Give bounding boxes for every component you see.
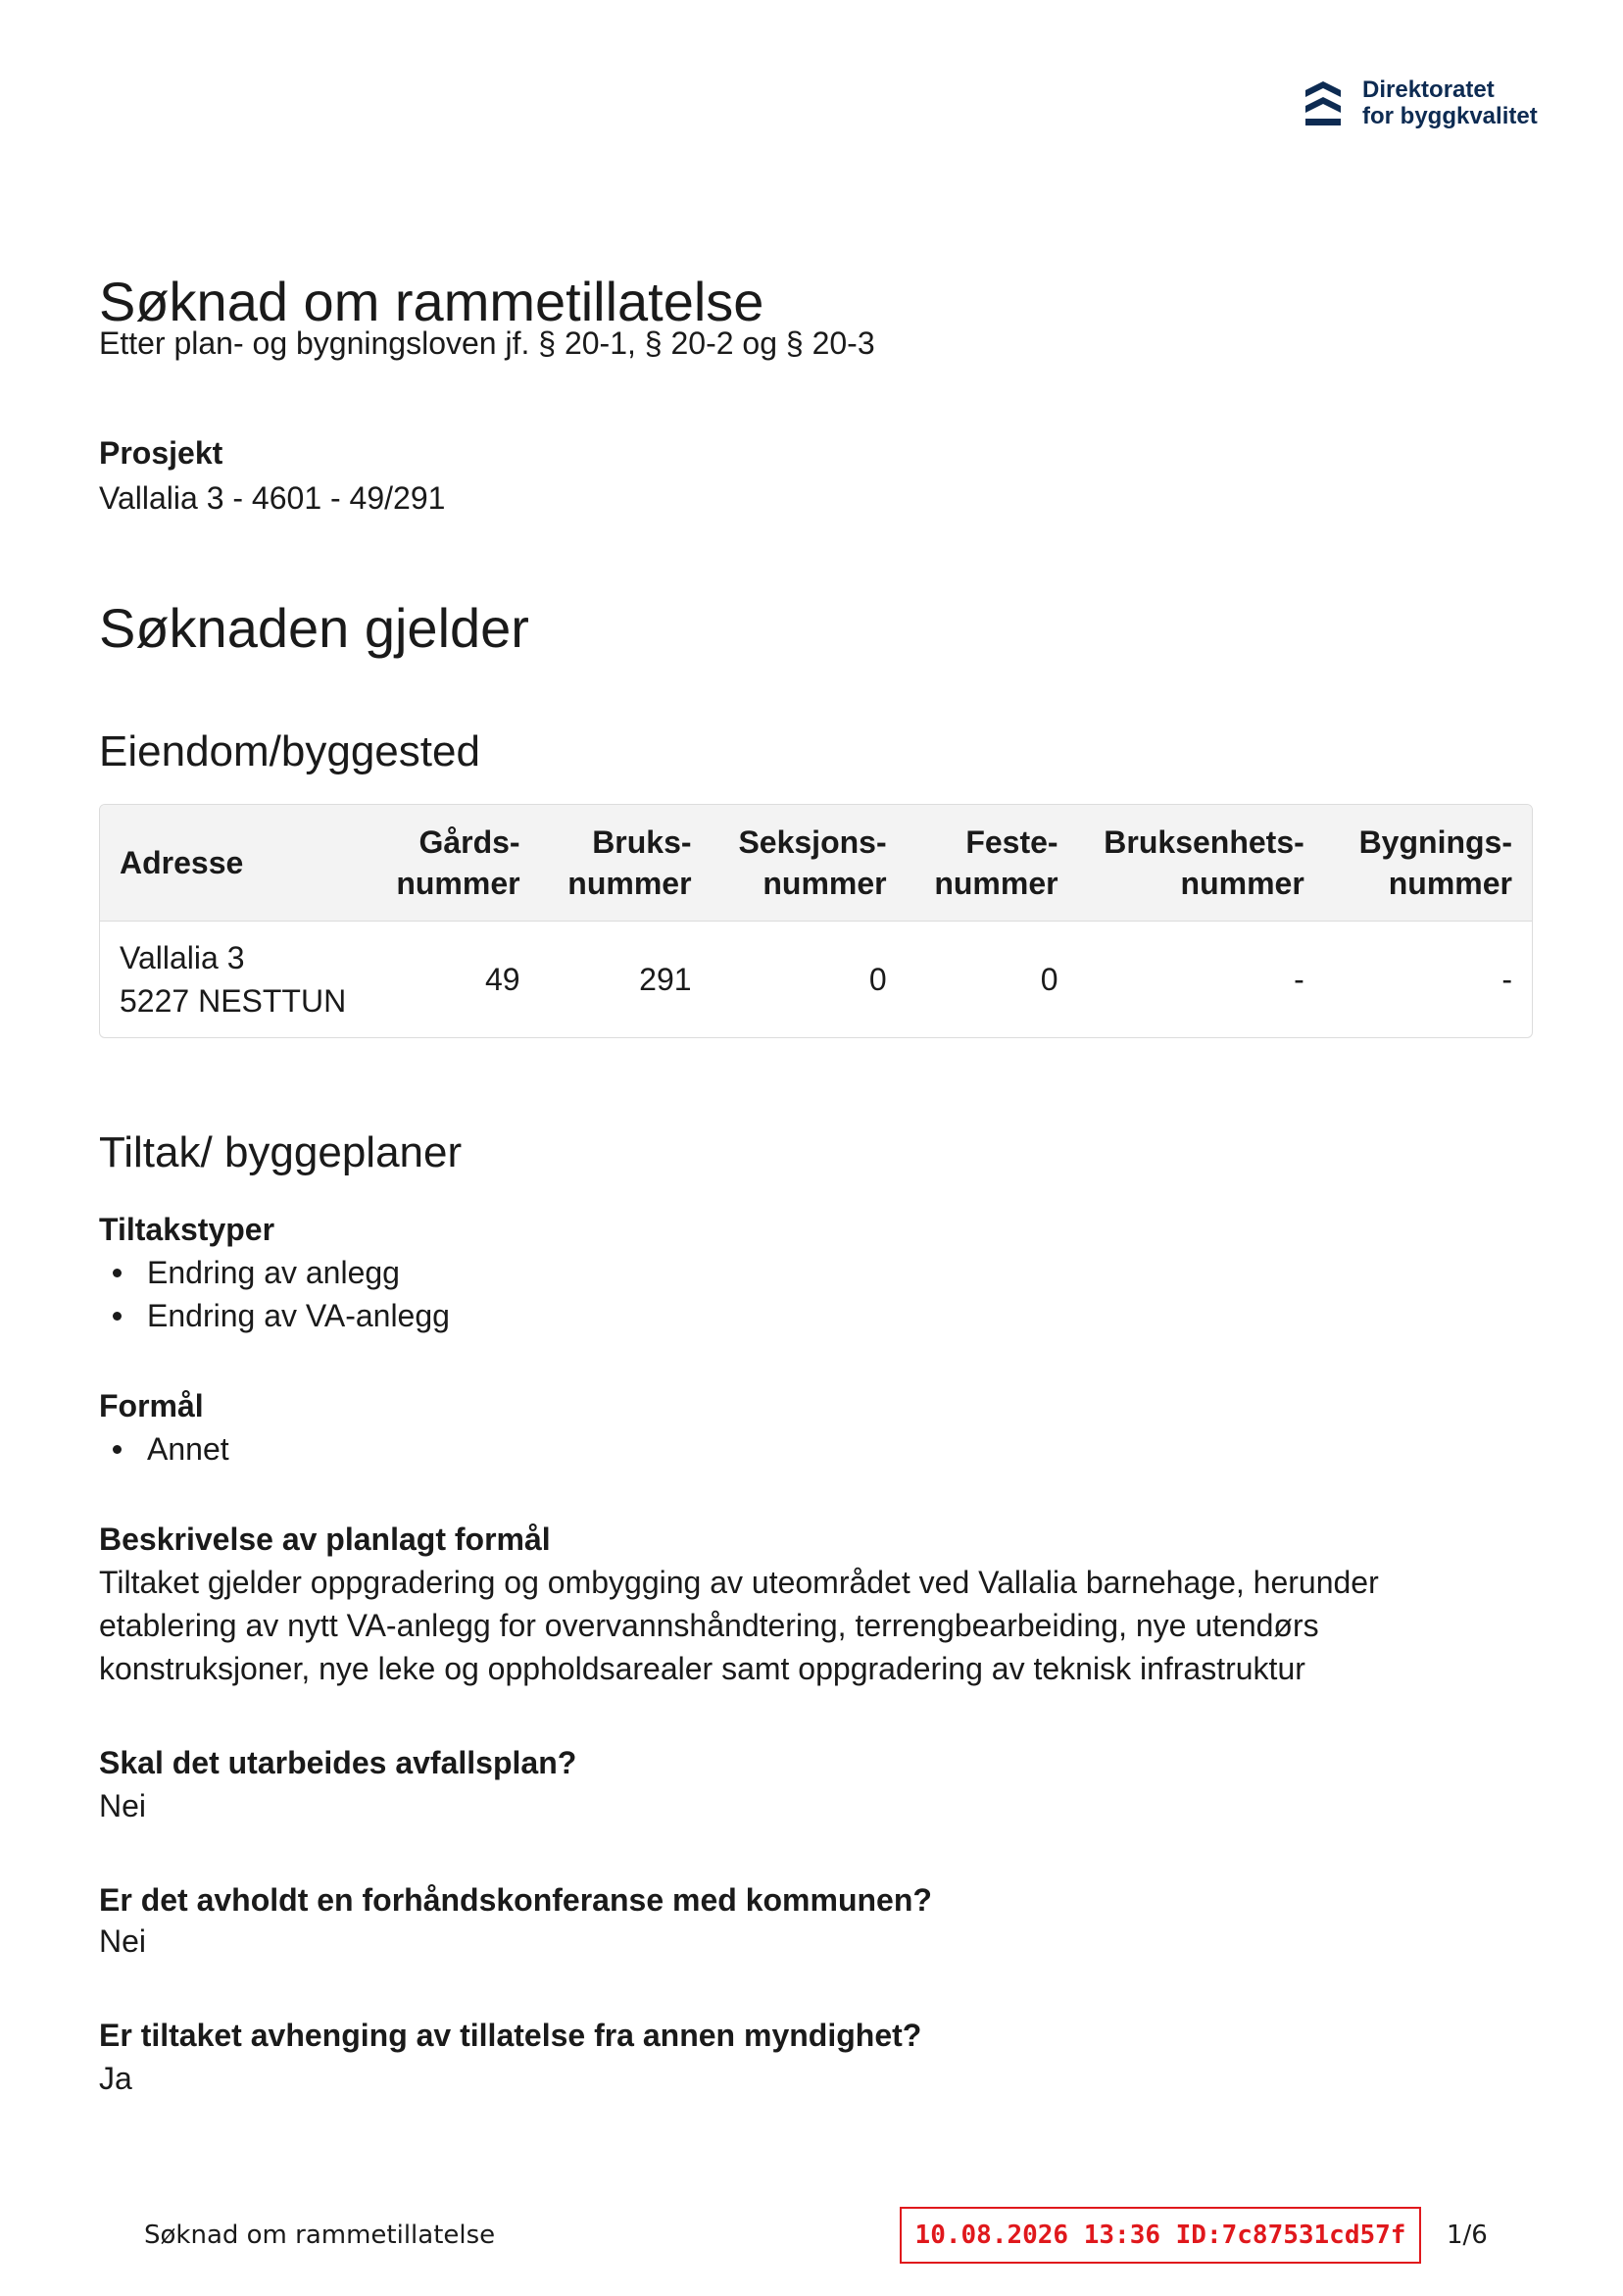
description-label: Beskrivelse av planlagt formål (99, 1522, 551, 1557)
project-value: Vallalia 3 - 4601 - 49/291 (99, 480, 446, 516)
question-label: Skal det utarbeides avfallsplan? (99, 1745, 577, 1780)
purpose-label: Formål (99, 1388, 204, 1423)
list-item: Endring av VA-anlegg (99, 1294, 450, 1337)
column-header-bygnings: Bygnings- nummer (1324, 805, 1532, 921)
column-header-bruks: Bruks- nummer (540, 805, 712, 921)
purpose-list (99, 1427, 229, 1471)
dibk-logo-icon (1303, 78, 1343, 127)
property-heading: Eiendom/byggested (99, 727, 480, 775)
question-answer: Nei (99, 1788, 147, 1823)
column-header-address: Adresse (100, 805, 376, 921)
document-title: Søknad om rammetillatelse (99, 271, 764, 332)
cell-bygnings: - (1501, 961, 1512, 997)
logo-line2: for byggkvalitet (1362, 103, 1538, 129)
cell-feste: 0 (1040, 961, 1058, 997)
logo-line1: Direktoratet (1362, 76, 1495, 103)
cell-address: Vallalia 3 5227 NESTTUN (120, 939, 347, 1019)
list-item: Annet (99, 1427, 229, 1471)
column-header-seksjons: Seksjons- nummer (712, 805, 907, 921)
column-header-feste: Feste- nummer (907, 805, 1078, 921)
project-label: Prosjekt (99, 435, 223, 471)
cell-gards: 49 (484, 961, 520, 997)
property-table (99, 804, 1533, 1038)
timestamp-stamp: 10.08.2026 13:36 ID:7c87531cd57f (900, 2207, 1421, 2264)
logo (1303, 76, 1538, 129)
column-header-gards: Gårds- nummer (376, 805, 539, 921)
question-label: Er tiltaket avhenging av tillatelse fra annen myndighet? (99, 2018, 922, 2053)
column-header-bruksenhets: Bruksenhets- nummer (1078, 805, 1324, 921)
page-number: 1/6 (1447, 2221, 1488, 2250)
measure-types-label: Tiltakstyper (99, 1212, 275, 1247)
cell-seksjons: 0 (868, 961, 887, 997)
logo-text (1362, 76, 1538, 129)
table-header-row (100, 805, 1532, 921)
list-item: Endring av anlegg (99, 1251, 450, 1294)
document-subtitle: Etter plan- og bygningsloven jf. § 20-1, § 20-2 og § 20-3 (99, 325, 875, 361)
question-answer: Nei (99, 1923, 147, 1959)
description-text: Tiltaket gjelder oppgradering og ombygging av uteområdet ved Vallalia barnehage, herunder etablering av nytt VA-anlegg for overvannshåndtering, terrengbearbeiding, nye utendørs konstruksjoner, nye leke og oppholdsarealer samt oppgradering av teknisk infrastruktur (99, 1565, 1379, 1686)
footer-title: Søknad om rammetillatelse (144, 2221, 496, 2250)
measure-types-list (99, 1251, 450, 1337)
table-row (100, 921, 1532, 1037)
question-answer: Ja (99, 2061, 132, 2096)
measures-heading: Tiltak/ byggeplaner (99, 1128, 463, 1176)
question-label: Er det avholdt en forhåndskonferanse med kommunen? (99, 1882, 932, 1918)
cell-bruksenhets: - (1294, 961, 1304, 997)
cell-bruks: 291 (639, 961, 692, 997)
section-heading-application: Søknaden gjelder (99, 597, 529, 659)
